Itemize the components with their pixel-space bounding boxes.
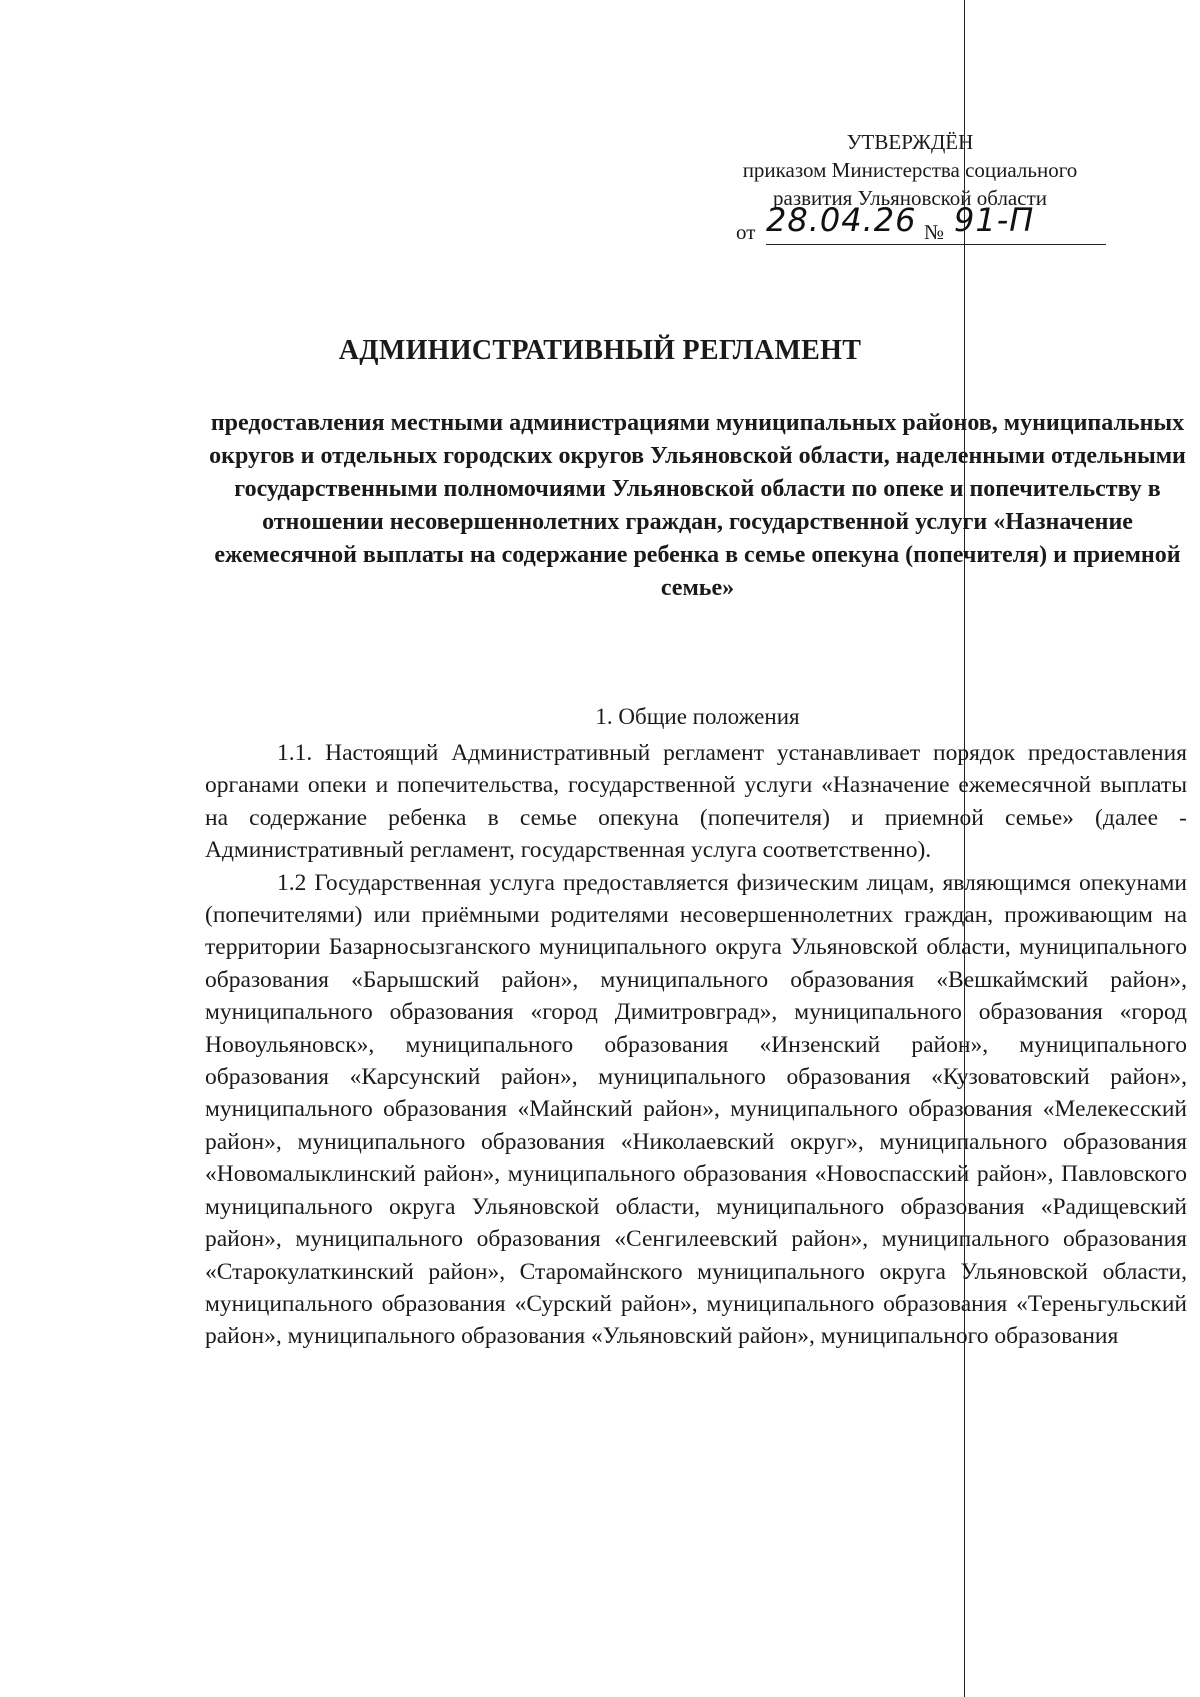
number-prefix: № (924, 220, 945, 244)
document-title: АДМИНИСТРАТИВНЫЙ РЕГЛАМЕНТ (338, 335, 862, 366)
handwritten-number: 91-П (954, 201, 1035, 239)
approval-order-line: приказом Министерства социального (742, 158, 1078, 182)
approval-ministry-line: развития Ульяновской области (773, 186, 1047, 210)
approval-date-row (700, 201, 1120, 248)
section-heading: 1. Общие положения (595, 704, 800, 729)
date-prefix: от (736, 220, 756, 244)
paragraph-1-2: 1.2 Государственная услуга предоставляется физическим лицам, являющимся опекунами (попечителями) или приёмными родителями несовершеннолетних граждан, проживающим на территории Базарносызганского муниципального округа Ульяновской области, муниципального образования «Барышский район», муниципального образования «Вешкаймский район», муниципального образования «город Димитровград», муниципального образования «город Новоульяновск», муниципального образования «Инзенский район», муниципального образования «Карсунский район», муниципального образования «Кузоватовский район», муниципального образования «Майнский район», муниципального образования «Мелекесский район», муниципального образования «Николаевский округ», муниципального образования «Новомалыклинский район», муниципального образования «Новоспасский район», Павловского муниципального округа Ульяновской области, муниципального образования «Радищевский район», муниципального образования «Сенгилеевский район», муниципального образования «Старокулаткинский район», Старомайнского муниципального округа Ульяновской области, муниципального образования «Сурский район», муниципального образования «Тереньгульский район», муниципального образования «Ульяновский район», муниципального образования (205, 869, 1187, 1350)
document-subtitle: предоставления местными администрациями муниципальных районов, муниципальных округов и отдельных городских округов Ульяновской области, наделенными отдельными государственными полномочиями Ульяновской области по опеке и попечительству в отношении несовершеннолетних граждан, государственной услуги «Назначение ежемесячной выплаты на содержание ребенка в семье опекуна (попечителя) и приемной семье» (209, 410, 1186, 601)
paragraph-1-1: 1.1. Настоящий Административный регламент устанавливает порядок предоставления органами опеки и попечительства, государственной услуги «Назначение ежемесячной выплаты на содержание ребенка в семье опекуна (попечителя) и приемной семье» (далее - Административный регламент, государственная услуга соответственно). (205, 740, 1187, 864)
date-underline (766, 244, 1106, 245)
handwritten-date: 28.04.26 (766, 201, 917, 239)
approval-stamp (700, 128, 1120, 248)
section-body (205, 737, 1187, 1353)
approval-title: УТВЕРЖДЁН (846, 130, 974, 154)
